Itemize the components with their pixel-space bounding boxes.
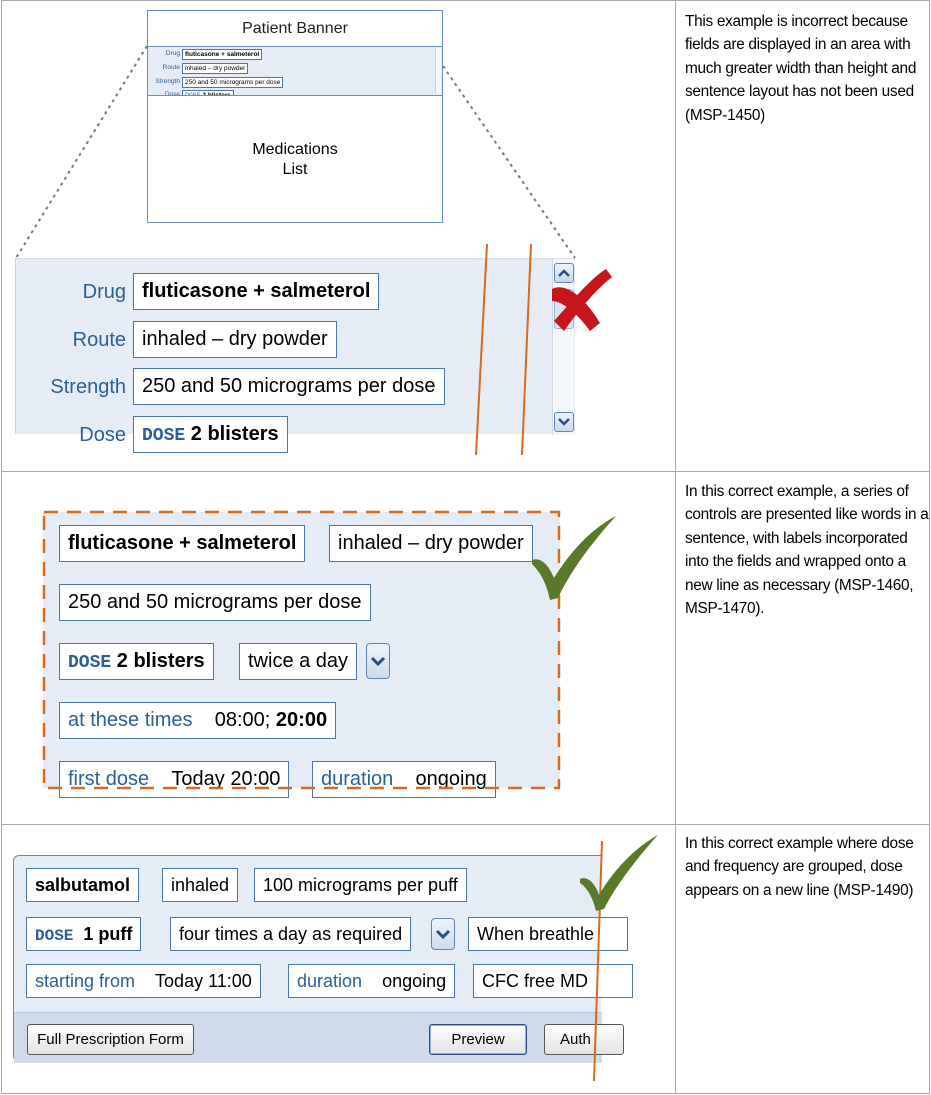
sentence-dashed-border (44, 512, 559, 788)
dose-value: 2 blisters (190, 423, 279, 445)
note-incorrect: This example is incorrect because fields are displayed in an area with much greater width than height and sentence layout has not been used (MSP-1450) (685, 13, 917, 124)
label-dose: Dose (79, 424, 126, 446)
note-sentence: In this correct example, a series of controls are presented like words in a sentence, with labels incorporated into the fields and wrapped onto a new line as necessary (MSP-1460, MSP-1470). (685, 483, 929, 618)
form-field[interactable]: CFC free MD (473, 964, 633, 998)
authorise-button[interactable]: Auth (544, 1024, 624, 1055)
width-marker-left (476, 244, 487, 455)
note-grouped: In this correct example where dose and frequency are grouped, dose appears on a new line (MSP-1490) (685, 835, 914, 899)
when-field[interactable]: When breathle (468, 917, 628, 951)
duration-value: ongoing (415, 768, 487, 790)
strength-field[interactable]: 100 micrograms per puff (254, 868, 467, 902)
dose-keyword: DOSE (68, 653, 112, 673)
example-sentence-row (1, 471, 930, 825)
route-field[interactable]: inhaled (162, 868, 238, 902)
duration-label: duration (321, 768, 394, 790)
correct-check-icon (580, 835, 658, 911)
zoom-guide-left (16, 46, 147, 258)
width-marker-right (522, 244, 531, 455)
strength-field[interactable]: 250 and 50 micrograms per dose (59, 584, 371, 621)
medications-list-line-2: List (282, 161, 308, 178)
mini-label-route: Route (162, 64, 180, 71)
label-drug: Drug (82, 281, 126, 303)
frequency-field[interactable]: twice a day (239, 643, 357, 680)
times-label: at these times (68, 709, 193, 731)
zoom-guide-right (443, 66, 575, 258)
strength-field[interactable]: 250 and 50 micrograms per dose (133, 368, 445, 405)
full-prescription-form-button[interactable]: Full Prescription Form (27, 1024, 194, 1055)
duration-label: duration (297, 971, 363, 991)
patient-banner: Patient Banner (147, 10, 443, 47)
mini-field-route: inhaled – dry powder (182, 63, 248, 74)
starting-value: Today 11:00 (155, 971, 252, 991)
route-field[interactable]: inhaled – dry powder (133, 321, 337, 358)
dose-keyword: DOSE (142, 426, 186, 446)
dose-keyword: DOSE (35, 927, 74, 945)
mini-label-strength: Strength (155, 78, 180, 85)
times-value-1: 08:00; (214, 709, 271, 731)
example-incorrect-row (1, 0, 930, 472)
medications-list-line-1: Medications (252, 141, 338, 158)
preview-button[interactable]: Preview (429, 1024, 527, 1055)
mini-field-strength: 250 and 50 micrograms per dose (182, 77, 283, 88)
label-route: Route (72, 329, 126, 351)
frequency-field[interactable]: four times a day as required (170, 917, 411, 951)
route-field[interactable]: inhaled – dry powder (329, 525, 533, 562)
first-dose-value: Today 20:00 (171, 768, 281, 790)
mini-label-drug: Drug (165, 50, 180, 57)
label-strength: Strength (50, 376, 126, 398)
drug-value: fluticasone + salmeterol (68, 532, 297, 554)
incorrect-cross-icon (552, 269, 612, 331)
dose-value: 1 puff (83, 924, 133, 944)
first-dose-label: first dose (68, 768, 150, 790)
correct-check-icon (532, 516, 616, 600)
mini-field-drug: fluticasone + salmeterol (182, 49, 262, 60)
example-grouped-row (1, 824, 930, 1094)
times-value-2: 20:00 (275, 709, 328, 731)
drug-value: salbutamol (35, 875, 131, 895)
cut-marker-line (594, 841, 602, 1081)
dose-value: 2 blisters (116, 650, 205, 672)
drug-value: fluticasone + salmeterol (142, 280, 371, 302)
duration-value: ongoing (382, 971, 447, 991)
starting-label: starting from (35, 971, 136, 991)
